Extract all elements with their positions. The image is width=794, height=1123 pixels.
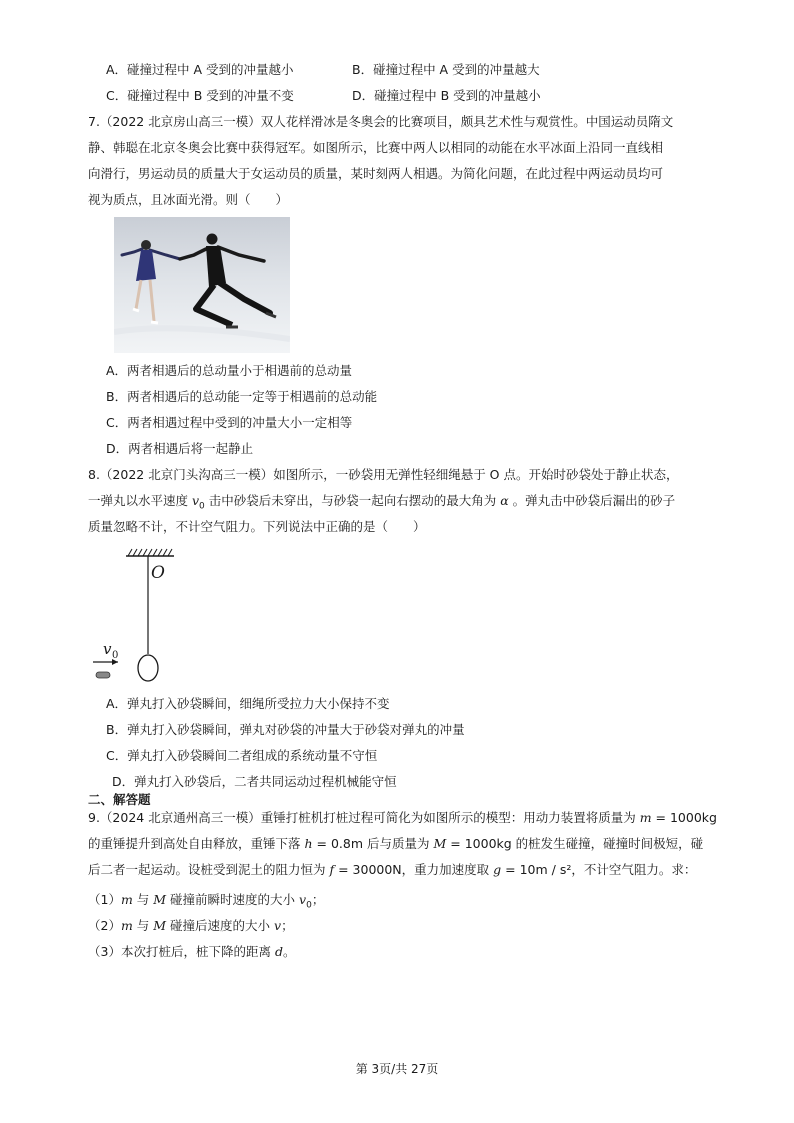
q8-stem-line-3: 质量忽略不计，不计空气阻力。下列说法中正确的是（ ） [88,519,426,534]
q8-stem-line-1: 8.（2022 北京门头沟高三一模）如图所示，一砂袋用无弹性轻细绳悬于 O 点。开始时砂袋处于静止状态， [88,467,679,482]
sandbag [138,655,158,681]
q8-text: 一弹丸以水平速度 [88,493,192,508]
point-o-label: O [151,563,165,583]
q9-subquestion-3 [88,944,295,960]
q9-var-M: M [433,836,447,851]
q9-var-v: v [299,892,307,907]
q9-text: = 1000kg [651,810,717,825]
q9-var-m: m [639,810,652,825]
q9-text: 的重锤提升到高处自由释放，重锤下落 [88,836,305,851]
q9-text: （2） [88,918,121,933]
q7-option-c: C．两者相遇过程中受到的冲量大小一定相等 [106,415,353,430]
q9-var-M: M [153,892,167,907]
q9-text: 与 [132,918,154,933]
q9-subquestion-1 [88,892,324,914]
q9-text: 。 [282,944,296,959]
q9-text: 与 [132,892,154,907]
q9-var-m: m [120,892,133,907]
q9-text: ； [311,892,325,907]
bullet [96,672,110,678]
q8-var-v: v [191,493,200,508]
q6-option-b: B．碰撞过程中 A 受到的冲量越大 [352,62,540,77]
section-heading: 二、解答题 [88,792,151,807]
q7-option-d: D．两者相遇后将一起静止 [106,441,254,456]
skating-pair-image [114,217,290,353]
q6-option-c: C．碰撞过程中 B 受到的冲量不变 [106,88,294,103]
q9-var-M: M [153,918,167,933]
q9-var-g: g [493,862,502,877]
page-footer: 第 3页/共 27页 [355,1062,439,1076]
q9-stem-line-3 [88,862,696,878]
q9-text: （1） [88,892,121,907]
q9-text: 碰撞后速度的大小 [166,918,275,933]
velocity-subscript: 0 [112,650,119,661]
q9-var-h: h [304,836,313,851]
q9-text: 9.（2024 北京通州高三一模）重锤打桩机打桩过程可简化为如图所示的模型：用动力装置将质量为 [88,810,640,825]
q9-var-sub: 0 [306,900,312,911]
q7-stem-line-2: 静、韩聪在北京冬奥会比赛中获得冠军。如图所示，比赛中两人以相同的动能在水平冰面上沿同一直线相 [88,140,664,155]
q9-text: = 30000N，重力加速度取 [334,862,494,877]
q8-option-b: B．弹丸打入砂袋瞬间，弹丸对砂袋的冲量大于砂袋对弹丸的冲量 [106,722,465,737]
q9-var-m: m [120,918,133,933]
q9-text: 后二者一起运动。设桩受到泥土的阻力恒为 [88,862,330,877]
q8-option-d: D．弹丸打入砂袋后，二者共同运动过程机械能守恒 [112,774,397,789]
q8-text: 。弹丸击中砂袋后漏出的砂子 [508,493,676,508]
q8-option-c: C．弹丸打入砂袋瞬间二者组成的系统动量不守恒 [106,748,378,763]
q7-stem-line-1: 7.（2022 北京房山高三一模）双人花样滑冰是冬奥会的比赛项目，颇具艺术性与观赏性。中国运动员隋文 [88,114,674,129]
q9-text: ； [281,918,294,933]
q7-stem-line-4: 视为质点，且冰面光滑。则（ ） [88,192,289,207]
pendulum-svg [88,548,188,684]
q9-text: = 10m / s²，不计空气阻力。求： [501,862,697,877]
q8-text: 击中砂袋后未穿出，与砂袋一起向右摆动的最大角为 [204,493,501,508]
pendulum-diagram [88,548,188,684]
q8-option-a: A．弹丸打入砂袋瞬间，细绳所受拉力大小保持不变 [106,696,390,711]
q9-text: 碰撞前瞬时速度的大小 [166,892,300,907]
q8-stem-line-2 [88,493,675,515]
q9-var-d: d [274,944,283,959]
velocity-label: v [103,640,112,658]
q7-option-b: B．两者相遇后的总动能一定等于相遇前的总动能 [106,389,378,404]
ceiling-hatching [128,549,172,556]
q9-var-f: f [329,862,335,877]
q6-option-a: A．碰撞过程中 A 受到的冲量越小 [106,62,294,77]
q9-text: = 1000kg 的桩发生碰撞，碰撞时间极短，碰 [446,836,704,851]
q9-subquestion-2 [88,918,294,934]
q7-option-a: A．两者相遇后的总动量小于相遇前的总动量 [106,363,353,378]
q9-text: （3）本次打桩后，桩下降的距离 [88,944,275,959]
q6-option-d: D．碰撞过程中 B 受到的冲量越小 [352,88,541,103]
q9-text: = 0.8m 后与质量为 [312,836,434,851]
q8-var-alpha: α [500,493,509,508]
q8-var-sub: 0 [199,501,205,512]
q9-stem-line-1 [88,810,717,826]
figure-skating-photo [114,217,290,353]
q9-var-v: v [274,918,282,933]
q9-stem-line-2 [88,836,703,852]
q7-stem-line-3: 向滑行，男运动员的质量大于女运动员的质量，某时刻两人相遇。为简化问题，在此过程中两运动员均可 [88,166,664,181]
